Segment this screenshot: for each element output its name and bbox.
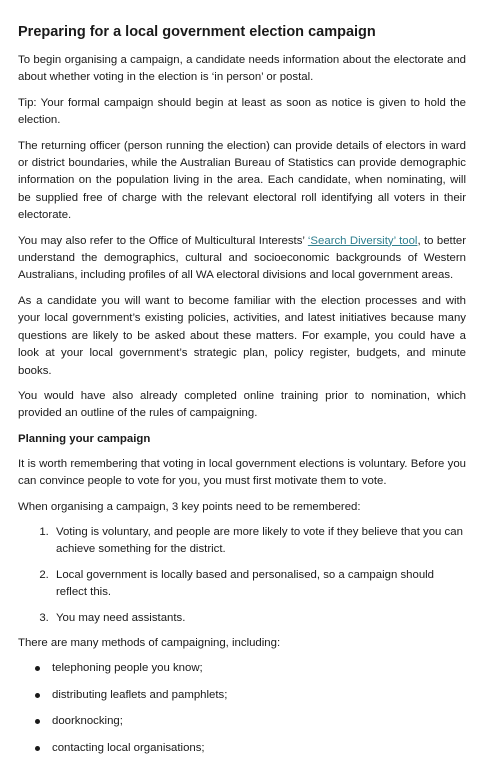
diversity-text-before: You may also refer to the Office of Multicultural Interests’ [18,234,308,247]
list-item [52,740,466,757]
list-item: 2. Local government is locally based and personalised, so a campaign should reflect this. [52,567,466,602]
search-diversity-link[interactable]: ‘Search Diversity’ tool [307,234,418,247]
familiarity-paragraph: As a candidate you will want to become familiar with the election processes and with your local government’s existing policies, activities, and latest initiatives because many questions are likely to be asked about these matters. For example, you could have a look at your local government’s strategic plan, policy register, budgets, and minute books. [18,294,466,377]
diversity-tool-paragraph [18,233,466,285]
list-item [52,660,466,677]
list-item: 3. You may need assistants. [52,610,466,627]
method-text: telephoning people you know; [52,662,203,675]
bullet-icon [35,693,40,698]
bullet-icon [35,719,40,724]
methods-intro: There are many methods of campaigning, including: [18,636,281,649]
returning-officer-paragraph: The returning officer (person running the election) can provide details of electors in ward or district boundaries, while the Australian Bureau of Statistics can provide demographic information on the population living in the area. Each candidate, when nominating, will be supplied free of charge with the relevant electoral roll identifying all voters in their electorate. [18,139,466,222]
list-item [52,687,466,704]
training-paragraph: You would have also already completed online training prior to nomination, which provided an outline of the rules of campaigning. [18,389,466,420]
planning-heading: Planning your campaign [18,432,151,445]
key-points-intro: When organising a campaign, 3 key points need to be remembered: [18,500,361,513]
list-item: 1. Voting is voluntary, and people are more likely to vote if they believe that you can achieve something for the district. [52,524,466,559]
page-title: Preparing for a local government election campaign [18,24,376,40]
voluntary-paragraph: It is worth remembering that voting in local government elections is voluntary. Before you can convince people to vote for you, you must first motivate them to vote. [18,457,466,488]
bullet-icon [35,666,40,671]
diversity-text-after: , to better understand the demographics, cultural and socioeconomic backgrounds of Western Australians, including profiles of all WA electoral divisions and local government areas. [18,234,467,282]
method-text: contacting local organisations; [52,741,205,754]
method-text: distributing leaflets and pamphlets; [52,688,228,701]
tip-paragraph: Tip: Your formal campaign should begin at least as soon as notice is given to hold the election. [18,96,466,127]
key-points-list [18,524,466,627]
intro-paragraph: To begin organising a campaign, a candidate needs information about the electorate and about whether voting in the election is ‘in person’ or postal. [18,54,466,84]
list-item [52,713,466,730]
method-text: doorknocking; [52,715,123,728]
methods-list [18,660,466,757]
bullet-icon [35,746,40,751]
